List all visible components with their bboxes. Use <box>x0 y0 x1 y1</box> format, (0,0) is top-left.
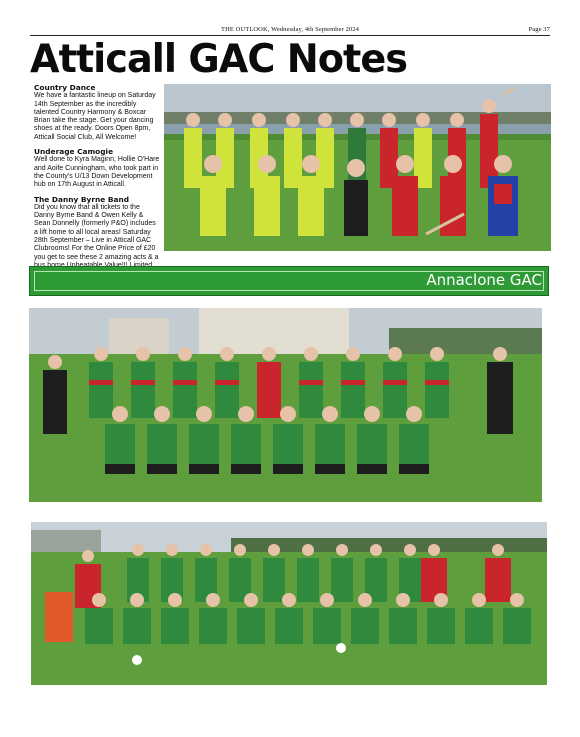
annaclone-group-photo <box>31 522 547 685</box>
section-banner <box>29 266 549 296</box>
article-body-underage-camogie: Well done to Kyra Maginn, Hollie O'Hare and Aoife Cunningham, who took part in the County's U/13 Down Development hub on 17th August in Atticall. <box>34 156 160 189</box>
article-column <box>34 84 161 285</box>
article-body-danny-byrne-band: Did you know that all tickets to the Danny Byrne Band & Owen Kelly & Sean Donnelly (formerly P&O) includes a lift home to all local areas! Saturday 28th September – Live in Atticall GAC Clubrooms! For the Online Price of £20 you get to see these 2 amazing acts & a <box>34 203 159 261</box>
section-banner-label: Annaclone GAC <box>426 271 542 289</box>
article-heading-underage-camogie: Underage Camogie <box>34 147 114 157</box>
article-body-country-dance: We have a fantastic lineup on Saturday 14th September as the incredibly talented Country Harmony & Boxcar Brian take the stage. Get your dancing shoes at the ready. Doors Open 8pm, Atticall Social Club, All Welcome! <box>34 92 156 141</box>
camogie-team-photo <box>164 84 551 251</box>
header-rule <box>30 35 550 36</box>
page-title: Atticall GAC Notes <box>30 37 408 82</box>
article-heading-danny-byrne-band: The Danny Byrne Band <box>34 194 130 204</box>
publication-date: THE OUTLOOK, Wednesday, 4th September 2024 <box>221 26 359 33</box>
page-number: Page 37 <box>528 26 550 33</box>
article-heading-country-dance: Country Dance <box>34 83 96 92</box>
annaclone-squad-photo <box>29 308 542 502</box>
